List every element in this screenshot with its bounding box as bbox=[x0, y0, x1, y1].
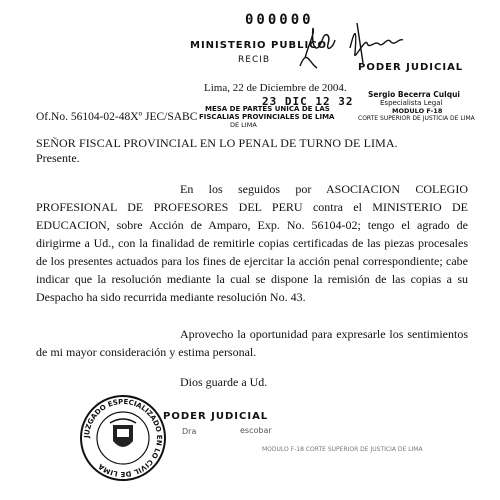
reception-date-stamp: 23 DIC 12 32 bbox=[262, 95, 354, 108]
body-paragraph-2-text: Aprovecho la oportunidad para expresarle los sentimientos de mi mayor consideración y estima personal. bbox=[36, 327, 468, 359]
stamp-number: 000000 bbox=[245, 12, 314, 28]
poder-judicial-stamp-title: PODER JUDICIAL bbox=[358, 62, 464, 73]
body-paragraph-1 bbox=[36, 180, 468, 306]
mesa-partes-line-2: FISCALIAS PROVINCIALES DE LIMA bbox=[199, 113, 335, 121]
stamp-signer-role: Especialista Legal bbox=[380, 99, 443, 107]
recipient: SEÑOR FISCAL PROVINCIAL EN LO PENAL DE TURNO DE LIMA. bbox=[36, 136, 398, 150]
stamp-module: MODULO F-18 bbox=[392, 107, 443, 115]
bottom-stamp-faint-court: MODULO F-18 CORTE SUPERIOR DE JUSTICIA DE LIMA bbox=[262, 446, 423, 453]
mesa-partes-line-3: DE LIMA bbox=[230, 121, 257, 129]
bottom-stamp-faint-surname: escobar bbox=[240, 426, 272, 435]
coat-of-arms-icon bbox=[110, 419, 136, 447]
closing: Dios guarde a Ud. bbox=[180, 375, 268, 389]
bottom-stamp-faint-name: Dra bbox=[182, 427, 197, 436]
ministerio-publico-stamp: MINISTERIO PUBLICO bbox=[190, 40, 328, 51]
stamp-court: CORTE SUPERIOR DE JUSTICIA DE LIMA bbox=[358, 115, 475, 122]
body-paragraph-2 bbox=[36, 325, 468, 361]
letter-date: Lima, 22 de Diciembre de 2004. bbox=[204, 82, 347, 94]
body-paragraph-1-text: En los seguidos por ASOCIACION COLEGIO PROFESIONAL DE PROFESORES DEL PERU contra el MINISTERIO DE EDUCACION, sobre Acción de Amparo, Exp. No. 56104-02; tengo el agrado de dirigirme a Ud., con la finalidad de remitirle copias certificadas de las piezas procesales de los presentes actuados para los fines de ejercitar la acción penal correspondiente; cabe indicar que la resolución mediante la cual se dispone la remisión de las copias a su Despacho ha sido recurrida mediante resolución No. 43. bbox=[36, 182, 468, 304]
court-round-seal bbox=[78, 393, 168, 483]
mesa-partes-line-1: MESA DE PARTES UNICA DE LAS bbox=[205, 105, 330, 113]
poder-judicial-bottom-stamp-title: PODER JUDICIAL bbox=[163, 411, 269, 422]
salutation: Presente. bbox=[36, 151, 80, 165]
seal-text: JUZGADO ESPECIALIZADO EN LO CIVIL DE LIMA bbox=[82, 397, 164, 479]
recib-stamp-text: RECIB bbox=[238, 55, 271, 65]
stamp-signer-name: Sergio Becerra Culqui bbox=[368, 90, 460, 99]
oficio-number: Of.No. 56104-02-48Xº JEC/SABC bbox=[36, 111, 198, 123]
